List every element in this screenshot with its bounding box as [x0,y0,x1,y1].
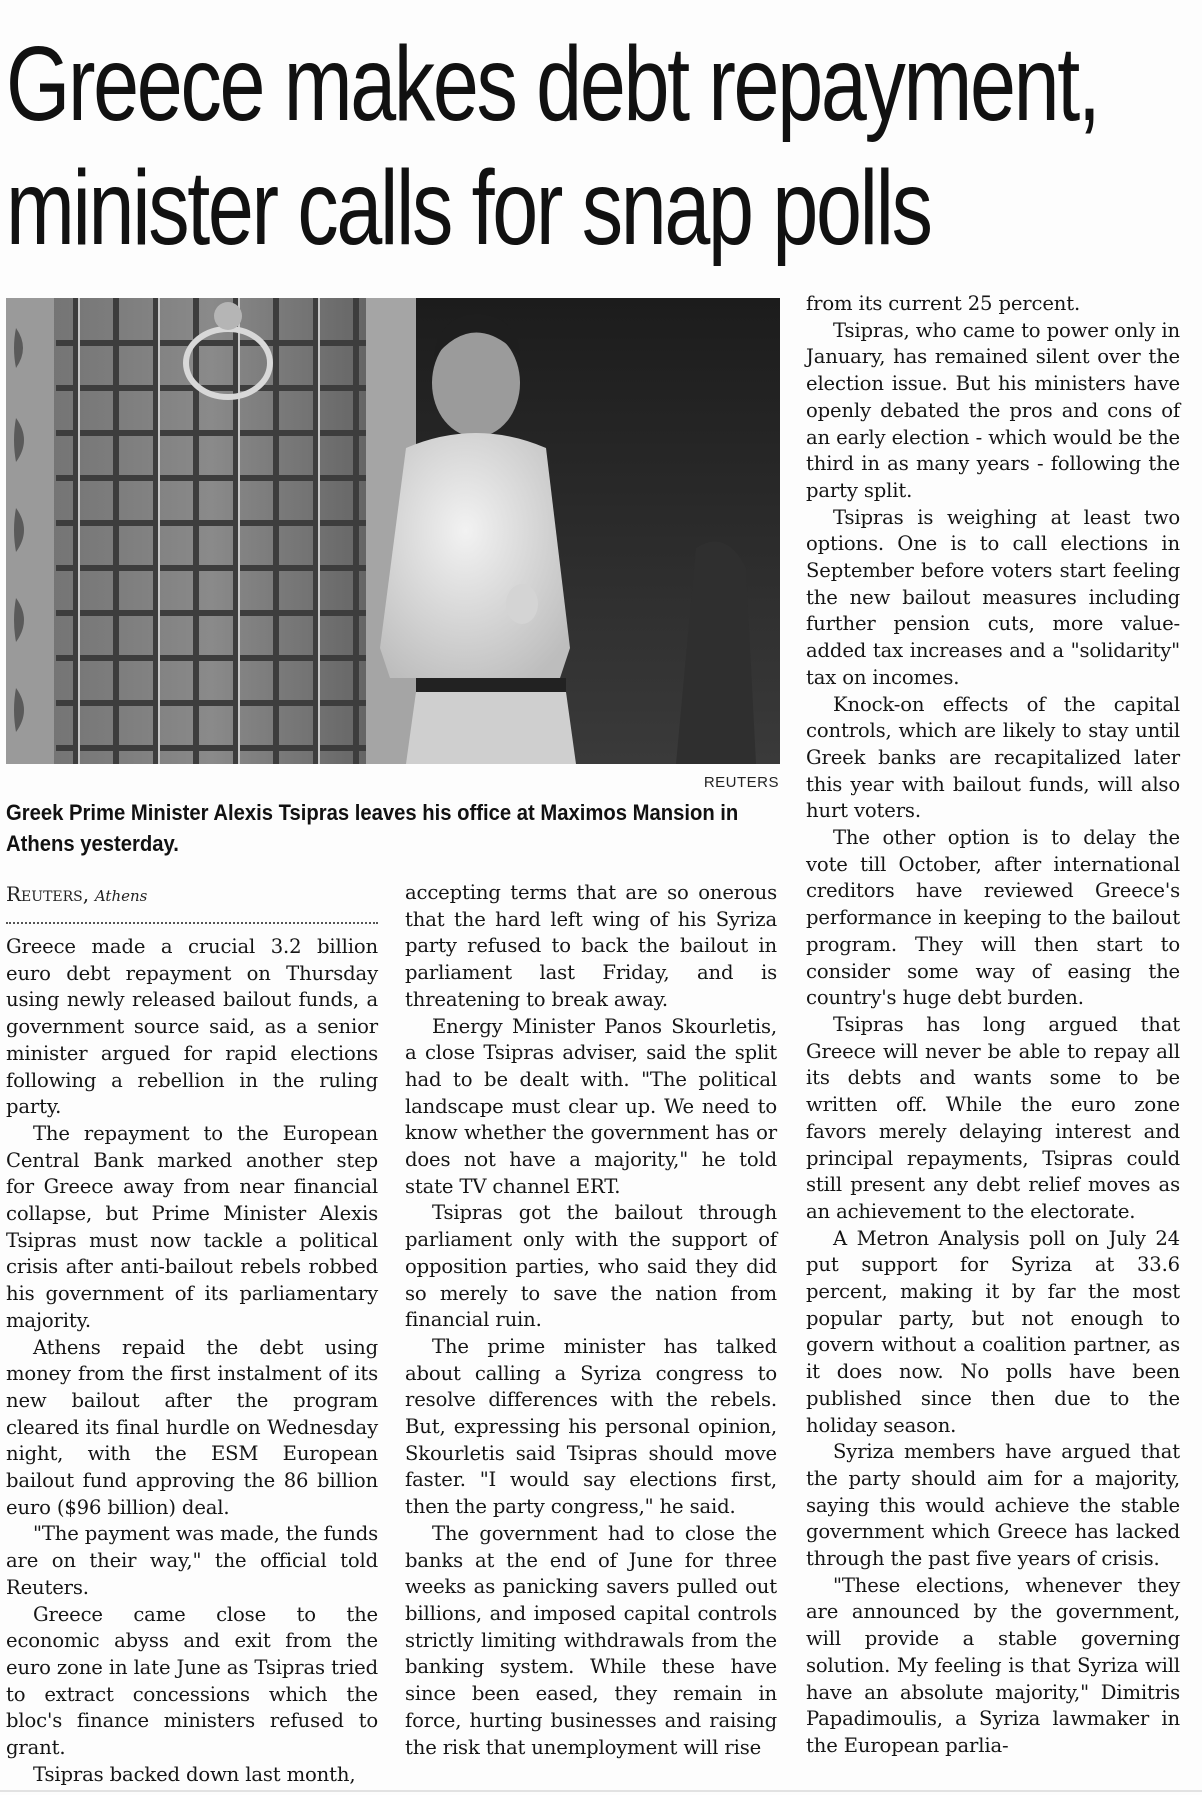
paragraph: Greece came close to the economic abyss and exit from the euro zone in late June as Tsipras tried to extract concessions which the bloc's finance ministers refused to grant. [6,1602,378,1760]
page-bottom-rule [0,1790,1202,1792]
news-photo [6,298,780,764]
paragraph: from its current 25 percent. [806,292,1081,315]
paragraph: Tsipras has long argued that Greece will never be able to repay all its debts and wants some to be written off. While the euro zone favors merely delaying interest and principal repayments, Tsipras could still present any debt relief moves as an achievement to the electorate. [806,1012,1180,1223]
photo-caption: Greek Prime Minister Alexis Tsipras leaves his office at Maximos Mansion in Athens yesterday. [6,800,739,856]
photo-credit: REUTERS [703,774,779,791]
headline [6,22,1099,270]
article-column-2 [405,880,777,1761]
paragraph: The repayment to the European Central Bank marked another step for Greece away from near financial collapse, but Prime Minister Alexis Tsipras must now tackle a political crisis after anti-bailout rebels robbed his government of its parliamentary majority. [6,1121,378,1332]
paragraph: Tsipras, who came to power only in January, has remained silent over the election issue. But his ministers have openly debated the pros and cons of an early election - which would be the third in as many years - following the party split. [806,318,1180,502]
paragraph: A Metron Analysis poll on July 24 put support for Syriza at 33.6 percent, making it by far the most popular party, but not enough to govern without a coalition partner, as it does now. No polls have been published since then due to the holiday season. [806,1226,1180,1437]
headline-line-2: minister calls for snap polls [6,149,931,267]
article-column-3 [806,291,1180,1760]
byline [6,882,378,906]
paragraph: The prime minister has talked about calling a Syriza congress to resolve differences with the rebels. But, expressing his personal opinion, Skourletis said Tsipras should move faster. "I would say elections first, then the party congress," he said. [405,1334,777,1519]
paragraph: Greece made a crucial 3.2 billion euro debt repayment on Thursday using newly released bailout funds, a government source said, as a senior minister argued for rapid elections following a rebellion in the ruling party. [6,935,378,1119]
paragraph: The government had to close the banks at the end of June for three weeks as panicking savers pulled out billions, and imposed capital controls strictly limiting withdrawals from the banking system. While these have since been eased, they remain in force, hurting businesses and raising the risk that unemployment will rise [405,1521,777,1759]
paragraph: Energy Minister Panos Skourletis, a close Tsipras adviser, said the split had to be dealt with. "The political landscape must clear up. We need to know whether the government has or does not have a majority," he told state TV channel ERT. [405,1014,777,1198]
paragraph: Athens repaid the debt using money from the first instalment of its new bailout after the program cleared its final hurdle on Wednesday night, with the ESM European bailout fund approving the 86 billion euro ($96 billion) deal. [6,1335,378,1519]
byline-divider [6,922,378,924]
paragraph: The other option is to delay the vote till October, after international creditors have reviewed Greece's performance in keeping to the bailout program. They will then start to consider some way of easing the country's huge debt burden. [806,826,1180,1010]
paragraph: "The payment was made, the funds are on their way," the official told Reuters. [6,1522,378,1599]
byline-agency: Reuters, [6,882,90,906]
paragraph: Tsipras backed down last month, [33,1762,356,1786]
article-column-1 [6,934,378,1789]
headline-line-1: Greece makes debt repayment, [6,25,1099,143]
paragraph: "These elections, whenever they are announced by the government, will provide a stable governing solution. My feeling is that Syriza will have an absolute majority," Dimitris Papadimoulis, a Syriza lawmaker in the European parlia- [806,1573,1180,1757]
photo-illustration [6,298,780,764]
paragraph: accepting terms that are so onerous that the hard left wing of his Syriza party refused to back the bailout in parliament last Friday, and is threatening to break away. [405,881,777,1011]
paragraph: Tsipras got the bailout through parliament only with the support of opposition parties, who said they did so merely to save the nation from financial ruin. [405,1201,777,1332]
paragraph: Syriza members have argued that the party should aim for a majority, saying this would achieve the stable government which Greece has lacked through the past five years of crisis. [806,1440,1180,1571]
byline-city: Athens [94,887,148,905]
paragraph: Tsipras is weighing at least two options. One is to call elections in September before voters start feeling the new bailout measures including further pension cuts, more value-added tax increases and a "solidarity" tax on incomes. [806,505,1180,689]
paragraph: Knock-on effects of the capital controls, which are likely to stay until Greek banks are recapitalized later this year with bailout funds, will also hurt voters. [806,692,1180,823]
